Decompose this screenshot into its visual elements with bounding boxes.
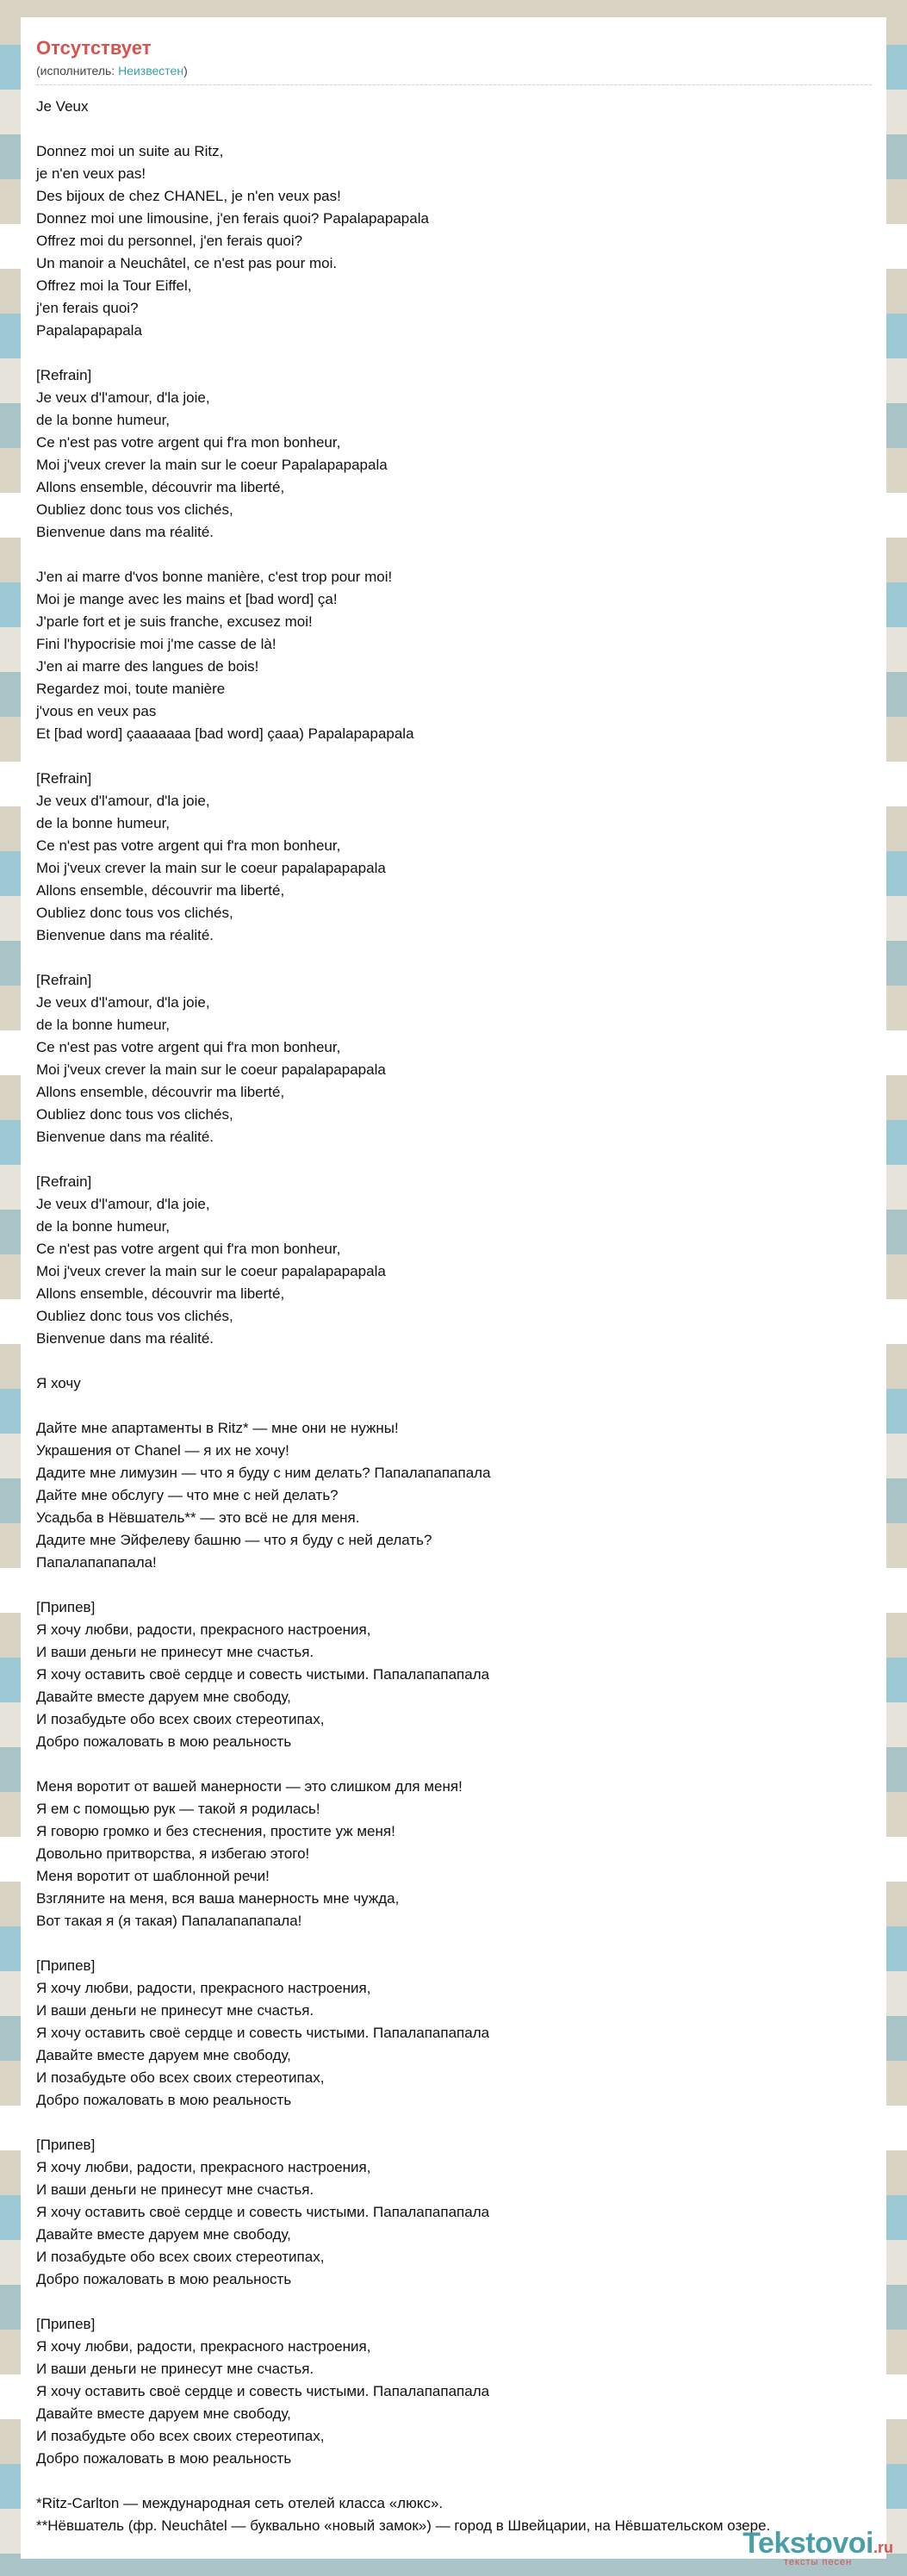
site-logo[interactable] <box>742 2527 893 2567</box>
artist-prefix: (исполнитель: <box>36 64 119 78</box>
logo-tagline: тексты песен <box>784 2557 853 2567</box>
lyrics-card <box>21 17 886 2559</box>
logo-domain: .ru <box>873 2539 893 2556</box>
artist-suffix: ) <box>183 64 188 78</box>
song-title: Отсутствует <box>36 37 152 59</box>
header-divider <box>36 84 872 85</box>
logo-name: Tekstovoi <box>742 2527 873 2560</box>
lyrics-text: Je Veux Donnez moi un suite au Ritz, je n'en veux pas! Des bijoux de chez CHANEL, je n'en veux pas! Donnez moi une limousine, j'en ferais quoi? Papalapapapala Offrez moi du personnel, j'en ferais quoi? Un manoir a Neuchâtel, ce n'est pas pour moi. Offrez moi la Tour Eiffel, j'en ferais quoi? Papalapapapala [Refrain] Je veux d'l'amour, d'la joie, de la bonne humeur, Ce n'est pas votre argent qui f'ra mon bonheur, Moi j'veux crever la main sur le coeur Papalapapapala Allons ensemble, découvrir ma liberté, Oubliez donc tous vos clichés, Bienvenue dans ma réalité. J'en ai marre d'vos bonne manière, c'est trop pour moi! Moi je mange avec les mains et [bad word] ça! J'parle fort et je suis franche, excusez moi! Fini l'hypocrisie moi j'me casse de là! J'en ai marre des langues de bois! Regardez moi, toute manière j'vous en veux pas Et [bad word] çaaaaaaa [bad word] çaaa) Papalapapapala [Refrain] Je veux d'l'amour, d'la joie, de la bonne humeur, Ce n'est pas votre argent qui f'ra mon bonheur, Moi j'veux crever la main sur le coeur papalapapapala Allons ensemble, découvrir ma liberté, Oubliez donc tous vos clichés, Bienvenue dans ma réalité. [Refrain] Je veux d'l'amour, d'la joie, de la bonne humeur, Ce n'est pas votre argent qui f'ra mon bonheur, Moi j'veux crever la main sur le coeur papalapapapala Allons ensemble, découvrir ma liberté, Oubliez donc tous vos clichés, Bienvenue dans ma réalité. [Refrain] Je veux d'l'amour, d'la joie, de la bonne humeur, Ce n'est pas votre argent qui f'ra mon bonheur, Moi j'veux crever la main sur le coeur papalapapapala Allons ensemble, découvrir ma liberté, Oubliez donc tous vos clichés, Bienvenue dans ma réalité. Я хочу Дайте мне апартаменты в Ritz* — мне они не нужны! Украшения от Chanel — я их не хочу! Дадите мне лимузин — что я буду с ним делать? Папалапапапала Дайте мне обслугу — что мне с ней делать? Усадьба в Нёвшатель** — это всё не для меня. Дадите мне Эйфелеву башню — что я буду с ней делать? Папалапапапала! [Припев] Я хочу любви, радости, прекрасного настроения, И ваши деньги не принесут мне счастья. Я хочу оставить своё сердце и совесть чистыми. Папалапапапала Давайте вместе даруем мне свободу, И позабудьте обо всех своих стереотипах, Добро пожаловать в мою реальность Меня воротит от вашей манерности — это слишком для меня! Я ем с помощью рук — такой я родилась! Я говорю громко и без стеснения, простите уж меня! Довольно притворства, я избегаю этого! Меня воротит от шаблонной речи! Взгляните на меня, вся ваша манерность мне чужда, Вот такая я (я такая) Папалапапапала! [Припев] Я хочу любви, радости, прекрасного настроения, И ваши деньги не принесут мне счастья. Я хочу оставить своё сердце и совесть чистыми. Папалапапапала Давайте вместе даруем мне свободу, И позабудьте обо всех своих стереотипах, Добро пожаловать в мою реальность [Припев] Я хочу любви, радости, прекрасного настроения, И ваши деньги не принесут мне счастья. Я хочу оставить своё сердце и совесть чистыми. Папалапапапала Давайте вместе даруем мне свободу, И позабудьте обо всех своих стереотипах, Добро пожаловать в мою реальность [Припев] Я хочу любви, радости, прекрасного настроения, И ваши деньги не принесут мне счастья. Я хочу оставить своё сердце и совесть чистыми. Папалапапапала Давайте вместе даруем мне свободу, И позабудьте обо всех своих стереотипах, Добро пожаловать в мою реальность <box>36 98 491 2467</box>
artist-link[interactable]: Неизвестен <box>118 64 184 78</box>
artist-line <box>36 62 871 79</box>
footnotes: *Ritz-Carlton — международная сеть отелей класса «люкс». **Нёвшатель (фр. Neuchâtel — буквально «новый замок») — город в Швейцарии, на Нёвшательском озере. <box>36 2495 771 2534</box>
